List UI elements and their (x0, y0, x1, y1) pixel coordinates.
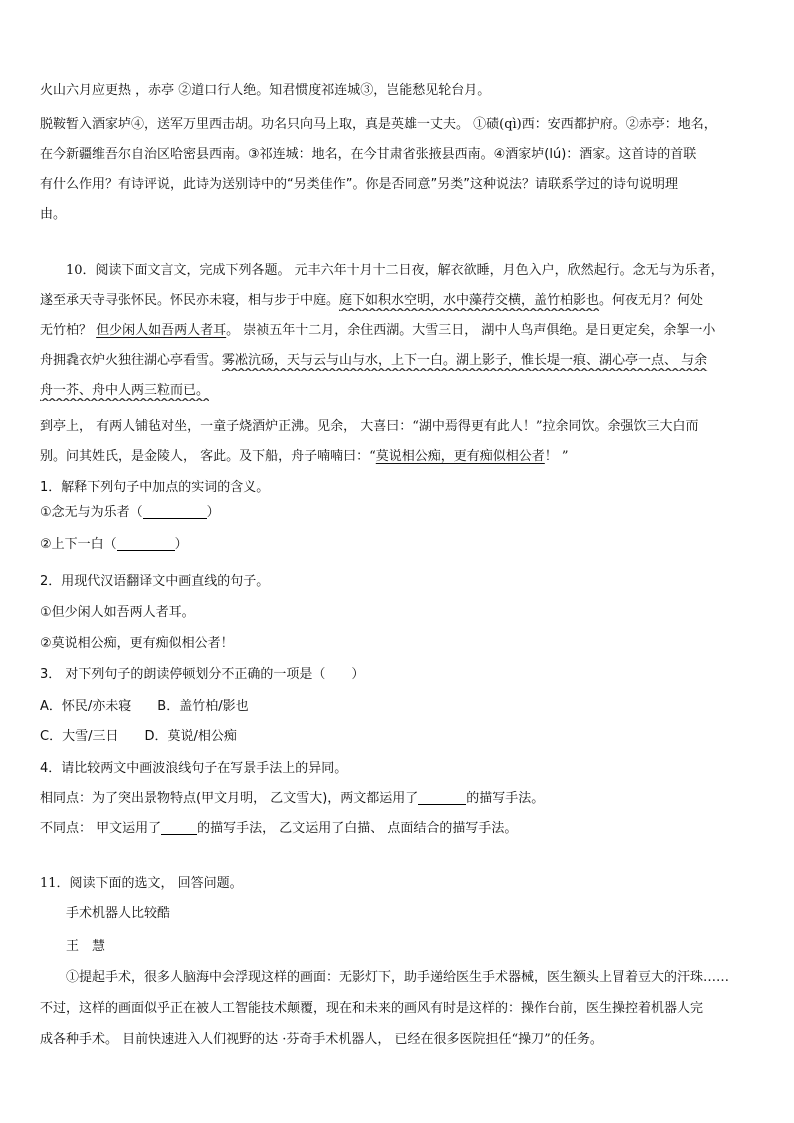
q10-sub-1b (40, 535, 760, 555)
q10-text: ②上下一白（ (40, 537, 117, 552)
answer-blank[interactable] (161, 820, 197, 835)
q10-line-3 (40, 321, 760, 341)
answer-blank[interactable] (143, 504, 207, 519)
q10-text: 别。问其姓氏，是金陵人， 客此。及下船，舟子喃喃曰：“ (40, 449, 376, 464)
q10-text: ①念无与为乐者（ (40, 505, 143, 520)
answer-blank[interactable] (117, 536, 175, 551)
poem-line-3: 在今新疆维吾尔自治区哈密县西南。③祁连城：地名，在今甘肃省张掖县西南。④酒家垆(lú)：酒家。这首诗的首联 (40, 147, 697, 162)
article-paragraph-3: 成各种手术。 目前快速进入人们视野的达 ·芬奇手术机器人， 已经在很多医院担任“操刀”的任务。 (40, 1032, 603, 1047)
q10-sub-4: 4．请比较两文中画波浪线句子在写景手法上的异同。 (40, 761, 348, 776)
straight-underlined-sentence: 但少闲人如吾两人者耳 (96, 323, 227, 338)
q10-text: 。 崇祯五年十二月，余住西湖。大雪三日， 湖中人鸟声俱绝。是日更定矣，余挐一小 (226, 323, 716, 338)
q10-text: ！ ” (544, 449, 569, 464)
poem-line-1: 火山六月应更热 ，赤亭 ②道口行人绝。知君惯度祁连城③，岂能愁见轮台月。 (40, 83, 491, 98)
q10-sub-1: 1．解释下列句子中加点的实词的含义。 (40, 480, 270, 495)
q10-text: ） (206, 505, 220, 520)
answer-blank[interactable] (418, 790, 466, 805)
q10-sub-1a (40, 503, 760, 523)
q10-line-6: 到亭上， 有两人铺毡对坐，一童子烧酒炉正沸。见余， 大喜曰：“湖中焉得更有此人！”拉余同饮。余强饮三大白而 (40, 419, 699, 434)
q10-sub-3: 3． 对下列句子的朗读停顿划分不正确的一项是（ ） (40, 667, 365, 682)
article-title: 手术机器人比较酷 (66, 906, 171, 921)
q10-sub-4a (40, 789, 760, 809)
poem-line-4: 有什么作用？有诗评说，此诗为送别诗中的“另类佳作”。你是否同意”另类”这种说法？请联系学过的诗句说明理 (40, 177, 678, 192)
article-paragraph-2: 不过，这样的画面似乎正在被人工智能技术颠覆，现在和未来的画风有时是这样的：操作台前，医生操控着机器人完 (40, 1001, 704, 1016)
wavy-underlined-sentence: 庭下如积水空明，水中藻荇交横，盖竹柏影也 (339, 293, 600, 308)
poem-line-5: 由。 (40, 207, 67, 222)
straight-underlined-sentence: 莫说相公痴，更有痴似相公者 (375, 449, 545, 464)
q10-text: 相同点：为了突出景物特点(甲文月明， 乙文雪大)，两文都运用了 (40, 791, 419, 806)
q10-line-5 (40, 381, 760, 401)
q10-text: ） (174, 537, 188, 552)
q10-sub-2: 2．用现代汉语翻译文中画直线的句子。 (40, 574, 270, 589)
q10-line-1: 10．阅读下面文言文，完成下列各题。 元丰六年十月十二日夜，解衣欲睡，月色入户，欣然起行。念无与为乐者， (66, 263, 724, 278)
poem-line-2: 脱鞍暂入酒家垆④，送军万里西击胡。功名只向马上取，真是英雄一丈夫。 ①碛(qì)西：安西都护府。②赤亭：地名， (40, 117, 717, 132)
q10-text: 无竹柏？ (40, 323, 97, 338)
q10-text: 。何夜无月？何处 (599, 293, 704, 308)
wavy-underlined-sentence: 舟一芥、舟中人两三粒而已。 (40, 383, 210, 398)
q10-sub-4b (40, 819, 760, 839)
q10-text: 的描写手法， 乙文运用了白描、 点面结合的描写手法。 (197, 821, 518, 836)
wavy-underlined-sentence: 雾凇沆砀，天与云与山与水，上下一白。湖上影子，惟长堤一痕、湖心亭一点、 与余 (222, 353, 708, 368)
q11-heading: 11．阅读下面的选文， 回答问题。 (40, 876, 243, 891)
q10-line-2 (40, 291, 760, 311)
article-author: 王 慧 (66, 939, 106, 954)
q10-line-7 (40, 447, 760, 467)
q10-text: 的描写手法。 (466, 791, 545, 806)
q10-sub-3-options-ab: A．怀民/亦未寝 B．盖竹柏/影也 (40, 699, 249, 714)
q10-sub-2a: ①但少闲人如吾两人者耳。 (40, 605, 195, 620)
q10-sub-3-options-cd: C．大雪/三日 D．莫说/相公痴 (40, 729, 237, 744)
q10-text: 遂至承天寺寻张怀民。怀民亦未寝，相与步于中庭。 (40, 293, 340, 308)
q10-text: 不同点： 甲文运用了 (40, 821, 162, 836)
q10-text: 舟拥毳衣炉火独往湖心亭看雪。 (40, 353, 223, 368)
q10-line-4 (40, 351, 760, 371)
article-paragraph-1: ①提起手术，很多人脑海中会浮现这样的画面：无影灯下，助手递给医生手术器械，医生额头上冒着豆大的汗珠…… (66, 970, 730, 985)
q10-sub-2b: ②莫说相公痴，更有痴似相公者！ (40, 636, 234, 651)
